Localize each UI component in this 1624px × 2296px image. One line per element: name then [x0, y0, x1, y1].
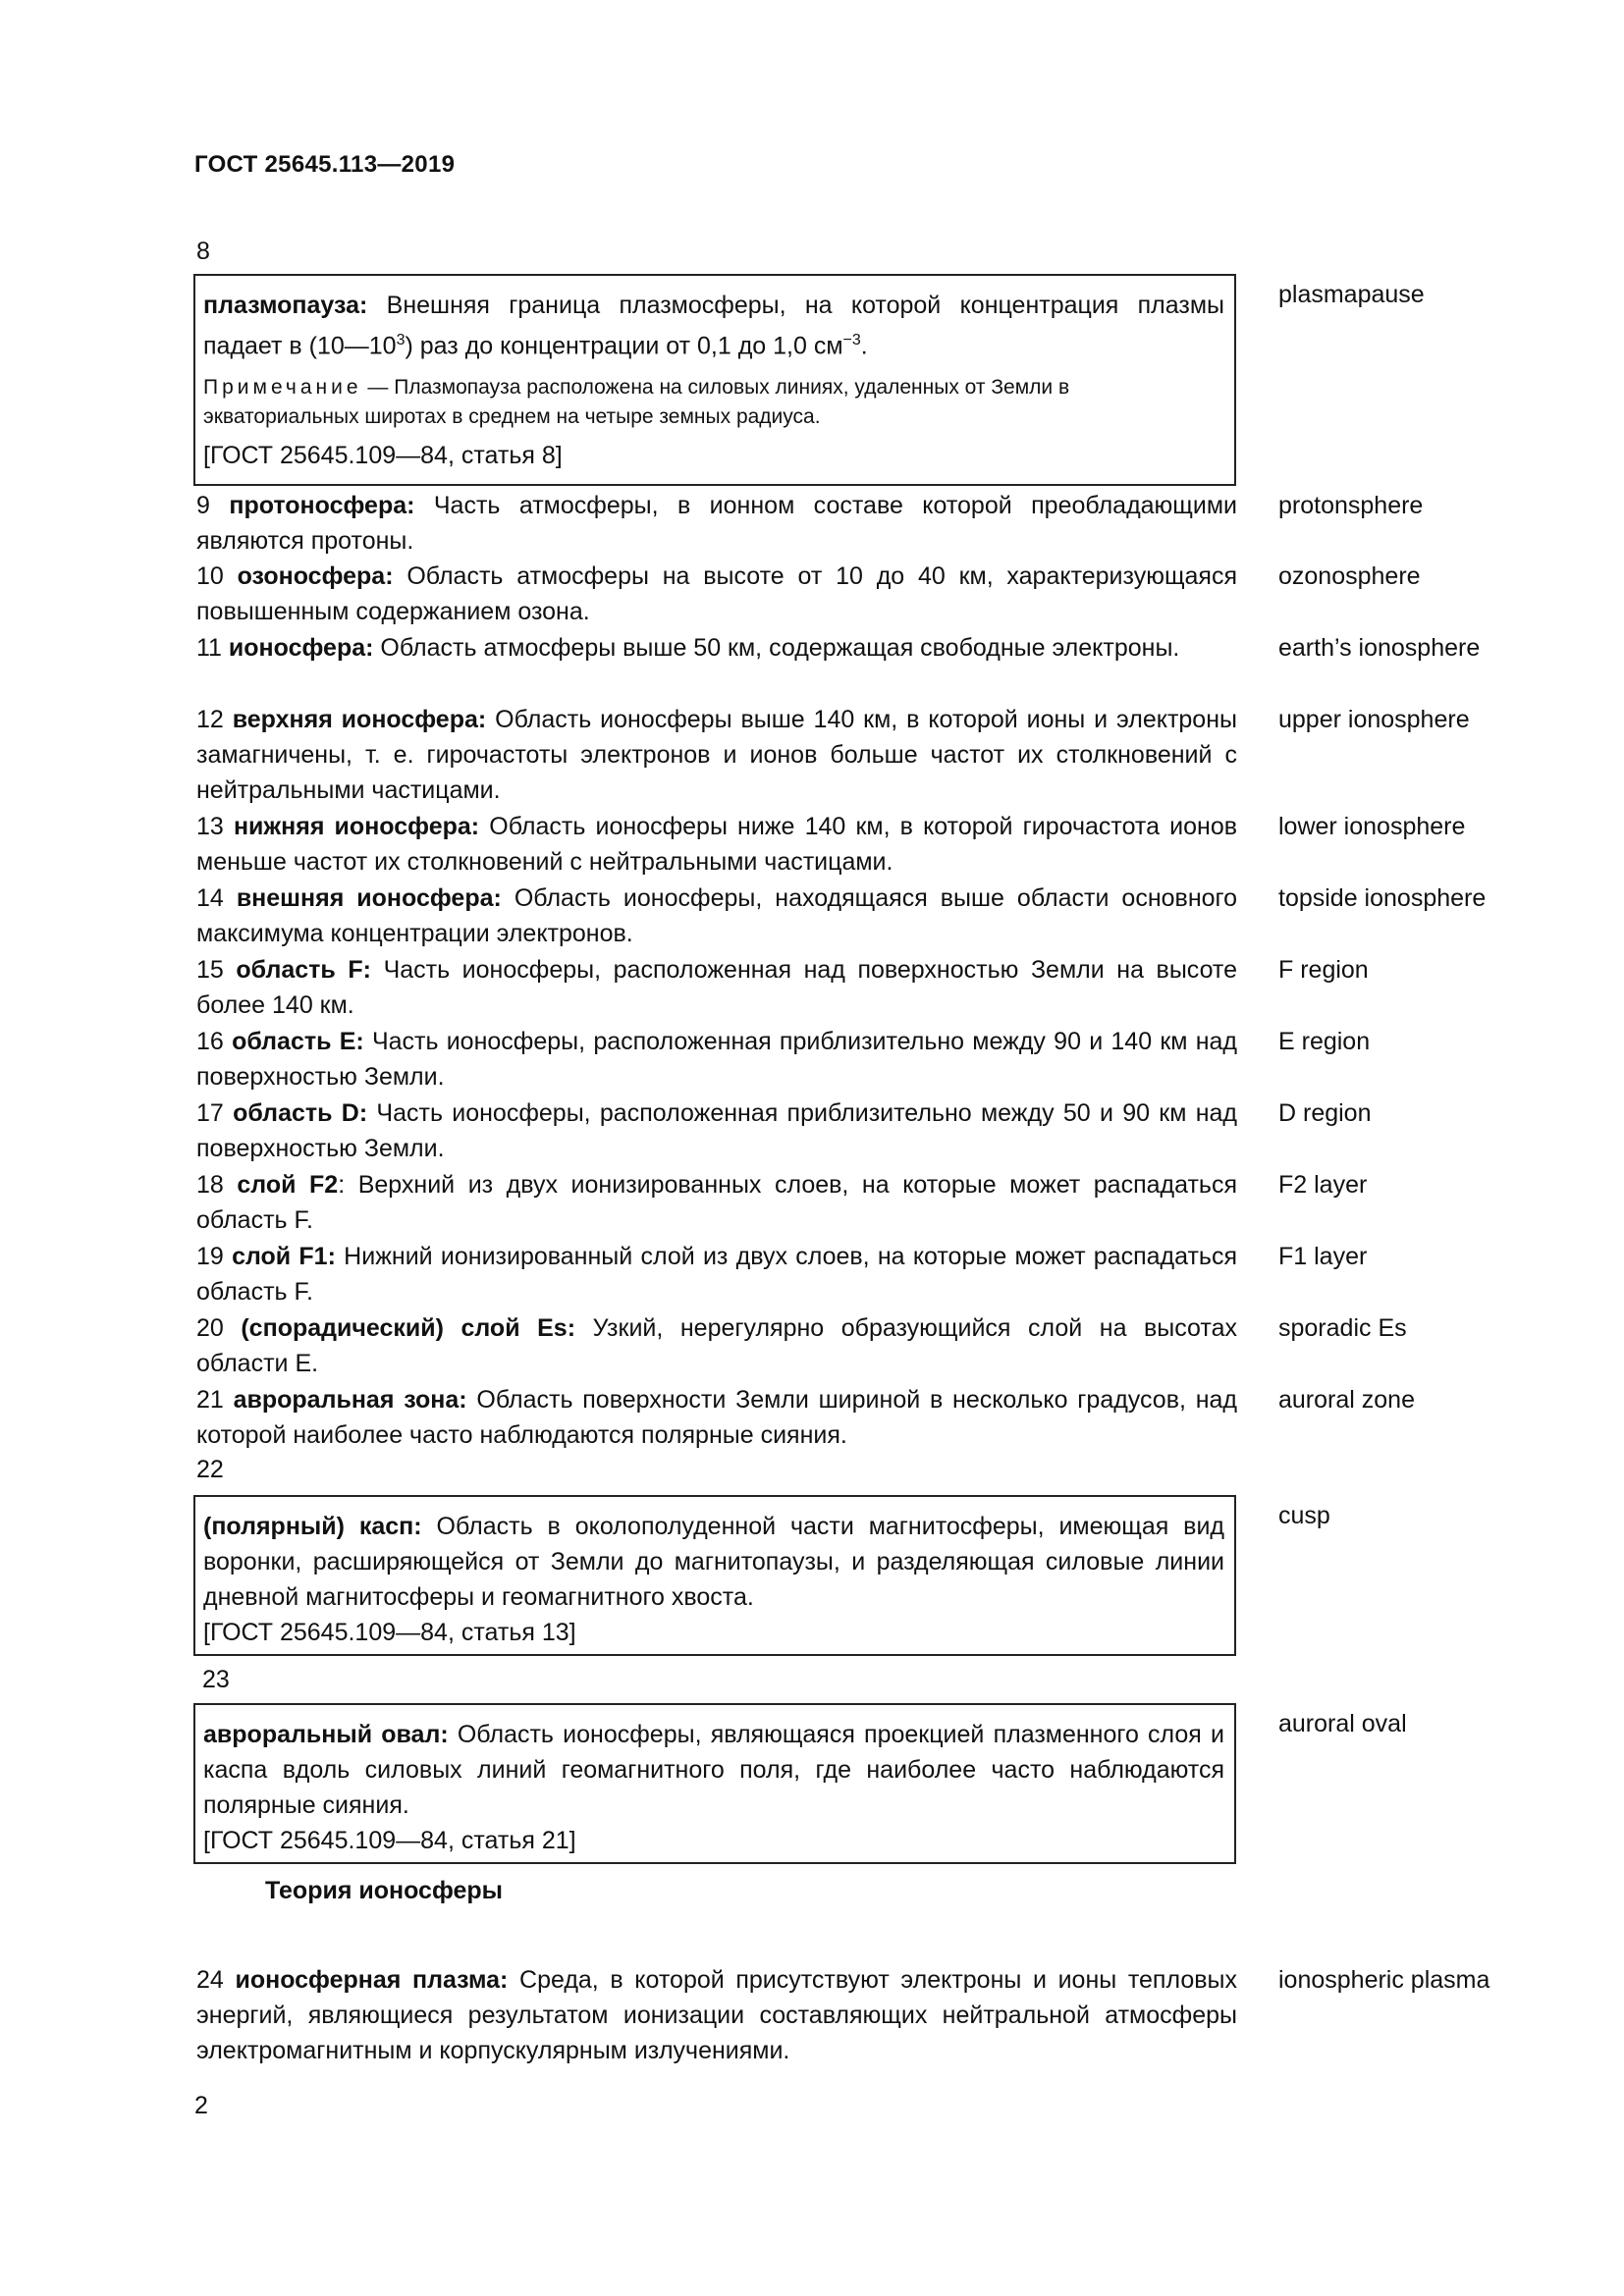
- entry-8-english: plasmapause: [1278, 281, 1425, 308]
- entry-8-reference: [ГОСТ 25645.109—84, статья 8]: [203, 442, 563, 470]
- entry-9: 9 протоносфера: Часть атмосферы, в ионном составе которой преобладающими являются протоны.: [196, 492, 1237, 555]
- entry-22-term: (полярный) касп:: [203, 1513, 422, 1540]
- entry-18-term: слой F2: [237, 1171, 339, 1199]
- entry-22-reference: [ГОСТ 25645.109—84, статья 13]: [203, 1619, 576, 1646]
- entry-23-reference: [ГОСТ 25645.109—84, статья 21]: [203, 1827, 576, 1854]
- entry-12-english: upper ionosphere: [1278, 706, 1470, 733]
- entry-9-english: protonsphere: [1278, 492, 1424, 519]
- entry-10-english: ozonosphere: [1278, 562, 1421, 590]
- entry-19-term: слой F1:: [232, 1243, 336, 1270]
- entry-15: 15 область F: Часть ионосферы, расположенная над поверхностью Земли на высоте более 140 км.: [196, 956, 1238, 1019]
- entry-10-term: озоносфера:: [237, 562, 394, 590]
- entry-22-definition: (полярный) касп: Область в околополуденной части магнитосферы, имеющая вид воронки, расширяющейся от Земли до магнитопаузы, и разделяющая силовые линии дневной магнитосферы и геомагнитного хвоста.: [203, 1513, 1224, 1611]
- entry-16-english: E region: [1278, 1028, 1371, 1055]
- entry-23-term: авроральный овал:: [203, 1721, 449, 1748]
- entry-14-term: внешняя ионосфера:: [236, 884, 502, 912]
- entry-9-term: протоносфера:: [229, 492, 415, 519]
- entry-8-term: плазмопауза:: [203, 292, 368, 319]
- entry-18: 18 слой F2: Верхний из двух ионизированных слоев, на которые может распадаться область F.: [196, 1171, 1237, 1234]
- entry-11: 11 ионосфера: Область атмосферы выше 50 км, содержащая свободные электроны.: [196, 634, 1180, 662]
- entry-23-number: 23: [202, 1666, 230, 1693]
- entry-24-english: ionospheric plasma: [1278, 1966, 1490, 1994]
- entry-21-term: авроральная зона:: [233, 1386, 467, 1414]
- entry-17: 17 область D: Часть ионосферы, расположенная приблизительно между 50 и 90 км над поверхностью Земли.: [196, 1099, 1238, 1162]
- entry-11-term: ионосфера:: [228, 634, 374, 662]
- entry-16: 16 область E: Часть ионосферы, расположенная приблизительно между 90 и 140 км над поверхностью Земли.: [196, 1028, 1238, 1091]
- entry-13: 13 нижняя ионосфера: Область ионосферы ниже 140 км, в которой гирочастота ионов меньше частот их столкновений с нейтральными частицами.: [196, 813, 1237, 876]
- entry-15-term: область F:: [236, 956, 371, 984]
- entry-14-english: topside ionosphere: [1278, 884, 1487, 912]
- entry-21: 21 авроральная зона: Область поверхности Земли шириной в несколько градусов, над которой наиболее часто наблюдаются полярные сияния.: [196, 1386, 1238, 1449]
- entry-24-term: ионосферная плазма:: [235, 1966, 509, 1994]
- entry-21-english: auroral zone: [1278, 1386, 1415, 1414]
- entry-23-definition: авроральный овал: Область ионосферы, являющаяся проекцией плазменного слоя и каспа вдоль силовых линий геомагнитного поля, где наиболее часто наблюдаются полярные сияния.: [203, 1721, 1224, 1819]
- entry-18-english: F2 layer: [1278, 1171, 1368, 1199]
- section-title: Теория ионосферы: [265, 1877, 504, 1904]
- entry-19-english: F1 layer: [1278, 1243, 1368, 1270]
- entry-24: 24 ионосферная плазма: Среда, в которой присутствуют электроны и ионы тепловых энергий, являющиеся результатом ионизации составляющих нейтральной атмосферы электромагнитным и корпускулярным излучениями.: [196, 1966, 1237, 2064]
- entry-12-term: верхняя ионосфера:: [232, 706, 487, 733]
- note-label: Примечание: [203, 376, 362, 400]
- entry-11-english: earth’s ionosphere: [1278, 634, 1481, 662]
- entry-22-english: cusp: [1278, 1502, 1330, 1529]
- entry-20: 20 (спорадический) слой Es: Узкий, нерегулярно образующийся слой на высотах области E.: [196, 1314, 1237, 1377]
- page-number: 2: [194, 2092, 208, 2119]
- entry-17-english: D region: [1278, 1099, 1372, 1127]
- entry-23-box: [193, 1703, 1236, 1864]
- entry-17-term: область D:: [233, 1099, 368, 1127]
- entry-8-definition: плазмопауза: Внешняя граница плазмосферы, на которой концентрация плазмы падает в $(10—10^3)$ раз до концентрации от 0,1 до 1,0 $см^{-3}$.: [203, 292, 1224, 360]
- entry-8-note: Примечание — Плазмопауза расположена на силовых линиях, удаленных от Земли в экваториальных широтах в среднем на четыре земных радиуса.: [203, 376, 1070, 429]
- entry-15-english: F region: [1278, 956, 1369, 984]
- entry-12: 12 верхняя ионосфера: Область ионосферы выше 140 км, в которой ионы и электроны замагничены, т. е. гирочастоты электронов и ионов больше частот их столкновений с нейтральными частицами.: [196, 706, 1237, 804]
- entry-16-term: область E:: [232, 1028, 364, 1055]
- entry-8-number: 8: [196, 238, 210, 265]
- entry-8-box: [193, 274, 1236, 486]
- entry-22-box: [193, 1495, 1236, 1656]
- entry-19: 19 слой F1: Нижний ионизированный слой из двух слоев, на которые может распадаться область F.: [196, 1243, 1237, 1306]
- entry-14: 14 внешняя ионосфера: Область ионосферы, находящаяся выше области основного максимума концентрации электронов.: [196, 884, 1238, 947]
- standard-header: ГОСТ 25645.113—2019: [194, 151, 456, 178]
- entry-13-term: нижняя ионосфера:: [233, 813, 480, 840]
- entry-22-number: 22: [196, 1456, 224, 1483]
- entry-23-english: auroral oval: [1278, 1710, 1407, 1737]
- entry-20-english: sporadic Es: [1278, 1314, 1407, 1342]
- entry-20-term: (спорадический) слой Es:: [241, 1314, 576, 1342]
- entry-13-english: lower ionosphere: [1278, 813, 1466, 840]
- entry-10: 10 озоносфера: Область атмосферы на высоте от 10 до 40 км, характеризующаяся повышенным содержанием озона.: [196, 562, 1237, 625]
